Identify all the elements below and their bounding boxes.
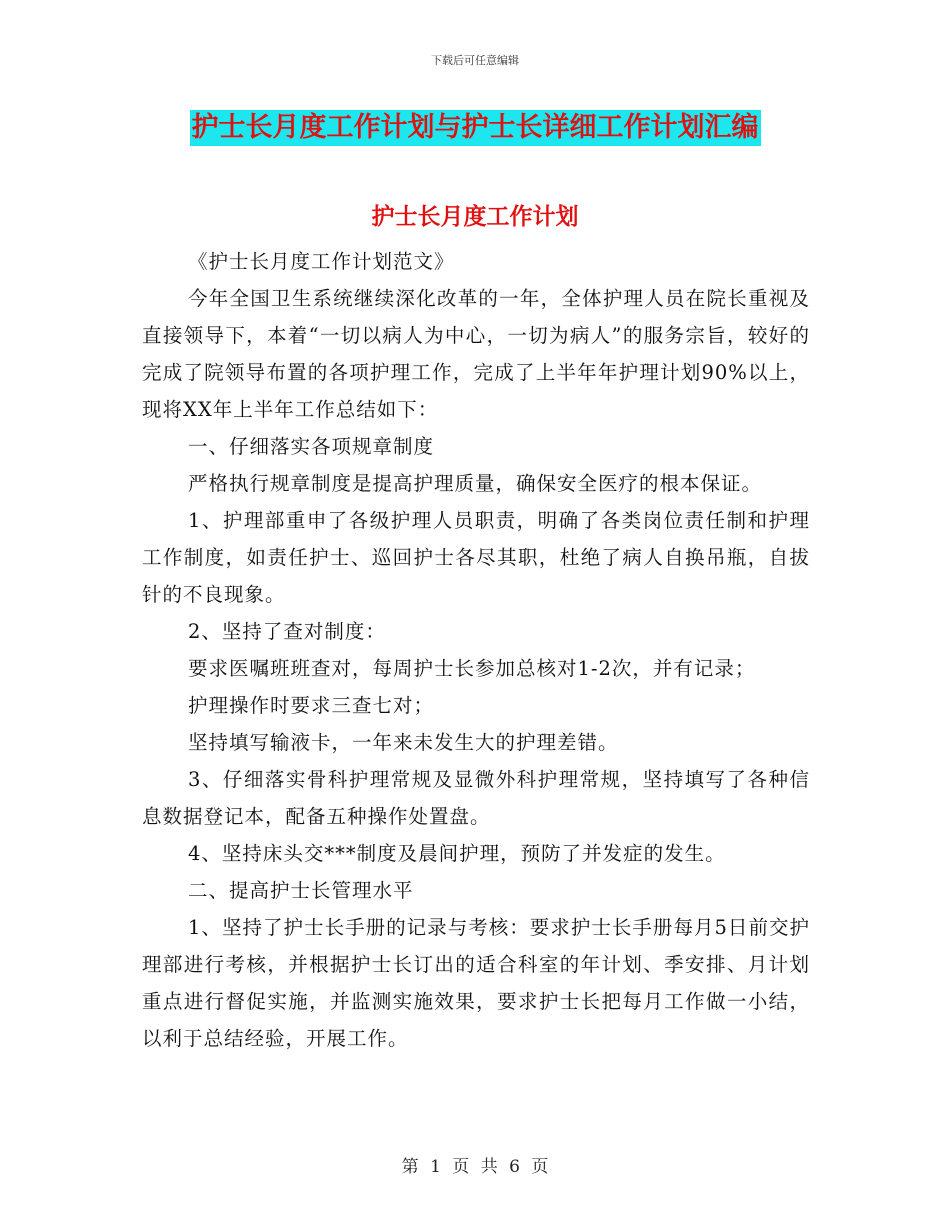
paragraph: 1、坚持了护士长手册的记录与考核：要求护士长手册每月5日前交护理部进行考核，并根据护士长订出的适合科室的年计划、季安排、月计划重点进行督促实施，并监测实施效果，要求护士长把每月工作做一小结，以利于总结经验，开展工作。 — [142, 916, 810, 1050]
paragraph: 护理操作时要求三查七对； — [188, 694, 435, 717]
main-title: 护士长月度工作计划与护士长详细工作计划汇编 — [190, 110, 761, 146]
paragraph: 3、仔细落实骨科护理常规及显微外科护理常规，坚持填写了各种信息数据登记本，配备五种操作处置盘。 — [142, 768, 810, 828]
paragraph: 要求医嘱班班查对，每周护士长参加总核对1-2次，并有记录； — [188, 657, 756, 680]
paragraph: 严格执行规章制度是提高护理质量，确保安全医疗的根本保证。 — [188, 472, 763, 495]
paragraph: 二、提高护士长管理水平 — [188, 879, 414, 902]
paragraph: 一、仔细落实各项规章制度 — [188, 435, 435, 458]
paragraph: 今年全国卫生系统继续深化改革的一年，全体护理人员在院长重视及直接领导下，本着“一切以病人为中心，一切为病人”的服务宗旨，较好的完成了院领导布置的各项护理工作，完成了上半年年护理计划90%以上，现将XX年上半年工作总结如下： — [142, 287, 810, 421]
paragraph: 1、护理部重申了各级护理人员职责，明确了各类岗位责任制和护理工作制度，如责任护士、巡回护士各尽其职，杜绝了病人自换吊瓶，自拔针的不良现象。 — [142, 509, 810, 606]
section-title: 护士长月度工作计划 — [371, 204, 579, 230]
main-title-container — [0, 110, 950, 146]
paragraph: 坚持填写输液卡，一年来未发生大的护理差错。 — [188, 731, 619, 754]
paragraph: 4、坚持床头交***制度及晨间护理，预防了并发症的发生。 — [188, 842, 726, 865]
header-note: 下载后可任意编辑 — [431, 54, 519, 67]
paragraph: 《护士长月度工作计划范文》 — [188, 250, 455, 273]
page-footer: 第 1 页 共 6 页 — [401, 1157, 549, 1177]
document-body — [142, 243, 810, 1057]
paragraph: 2、坚持了查对制度： — [188, 620, 386, 643]
